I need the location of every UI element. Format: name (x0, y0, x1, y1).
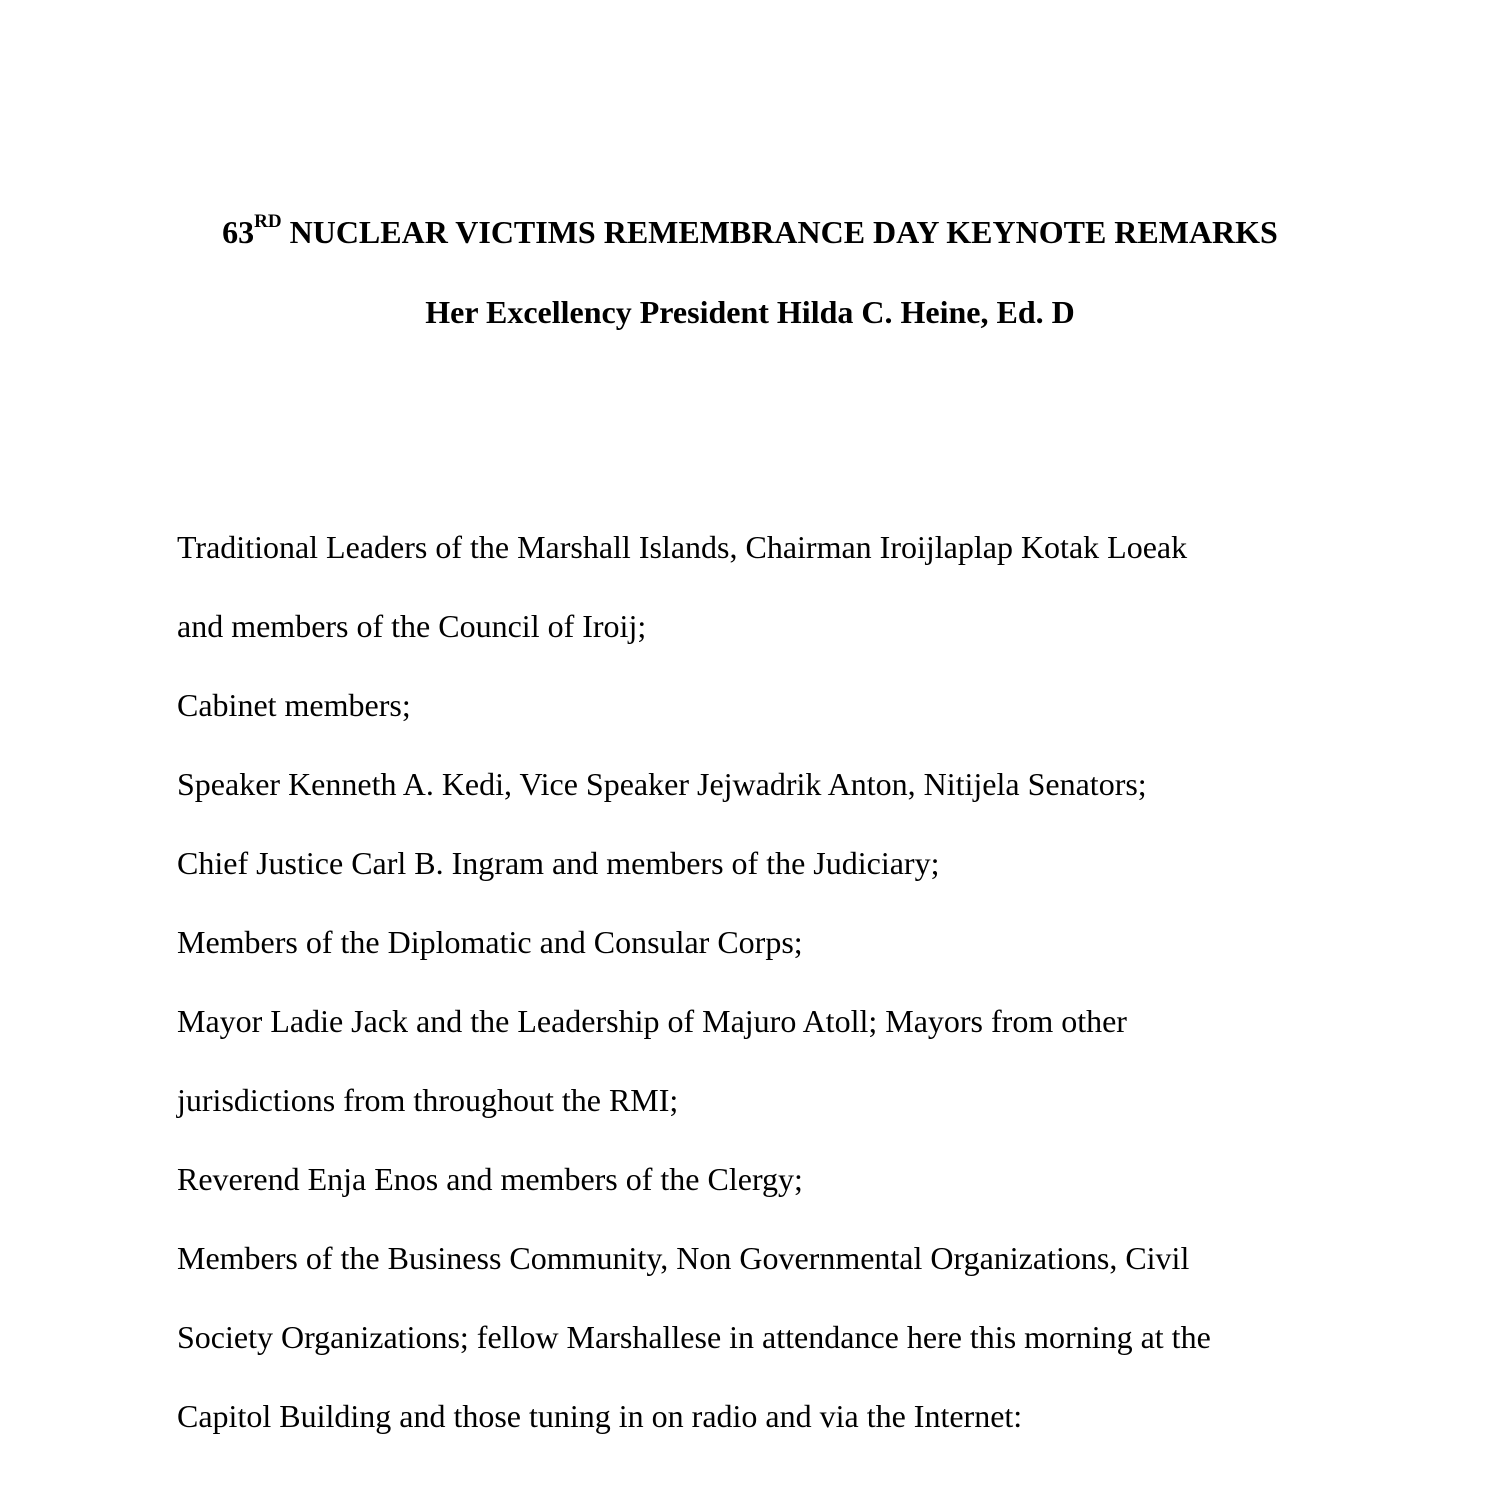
salutation-paragraph (177, 527, 1357, 1475)
text-line: jurisdictions from throughout the RMI; (177, 1082, 679, 1118)
document-title (0, 212, 1500, 252)
title-rest: NUCLEAR VICTIMS REMEMBRANCE DAY KEYNOTE REMARKS (281, 214, 1278, 250)
text-line: Speaker Kenneth A. Kedi, Vice Speaker Jejwadrik Anton, Nitijela Senators; (177, 766, 1147, 802)
text-line: Members of the Business Community, Non Governmental Organizations, Civil (177, 1240, 1190, 1276)
text-line: Mayor Ladie Jack and the Leadership of Majuro Atoll; Mayors from other (177, 1003, 1127, 1039)
text-line: Members of the Diplomatic and Consular Corps; (177, 924, 803, 960)
text-line: and members of the Council of Iroij; (177, 608, 647, 644)
title-number: 63 (222, 214, 255, 250)
text-line: Capitol Building and those tuning in on radio and via the Internet: (177, 1398, 1023, 1434)
title-superscript: RD (254, 211, 282, 233)
text-line: Society Organizations; fellow Marshallese in attendance here this morning at the (177, 1319, 1211, 1355)
text-line: Cabinet members; (177, 687, 411, 723)
text-line: Reverend Enja Enos and members of the Clergy; (177, 1161, 803, 1197)
document-subtitle: Her Excellency President Hilda C. Heine, Ed. D (425, 294, 1075, 330)
text-line: Traditional Leaders of the Marshall Islands, Chairman Iroijlaplap Kotak Loeak (177, 529, 1188, 565)
text-line: Chief Justice Carl B. Ingram and members of the Judiciary; (177, 845, 940, 881)
